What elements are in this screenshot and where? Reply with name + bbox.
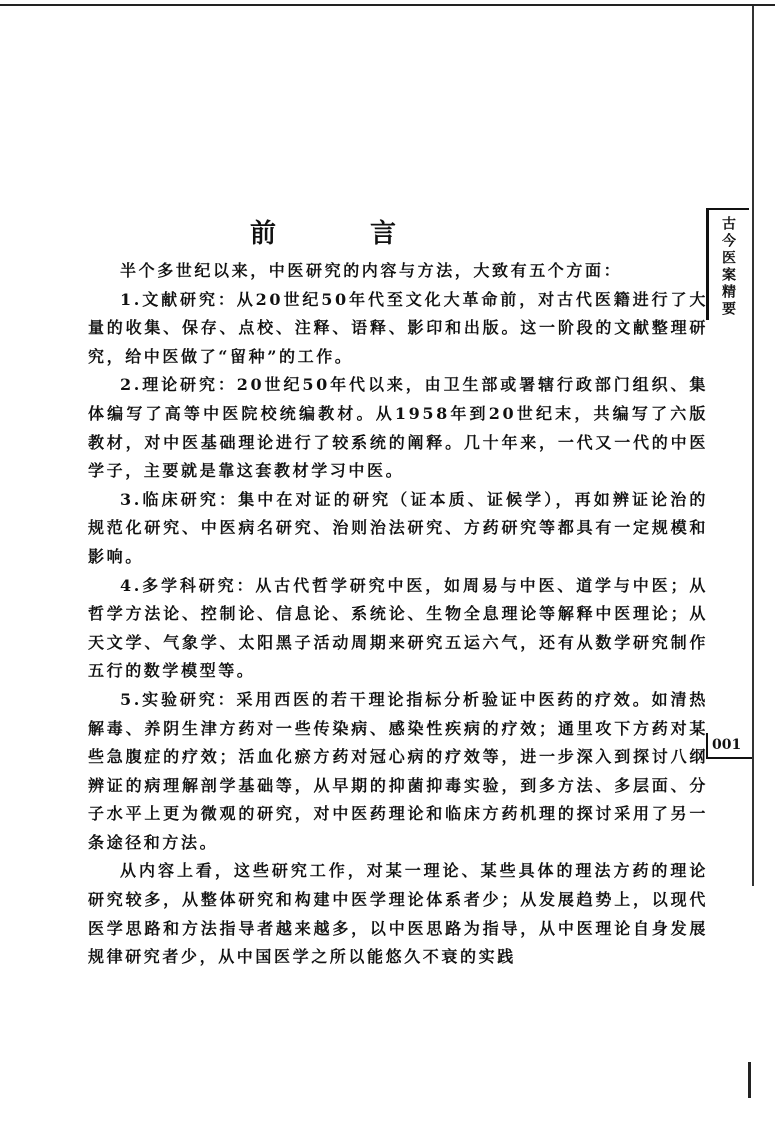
paragraph-4: 4.多学科研究：从古代哲学研究中医，如周易与中医、道学与中医；从哲学方法论、控制论、信息论、系统论、生物全息理论等解释中医理论；从天文学、气象学、太阳黑子活动周期来研究五运六气，还有从数学研究制作五行的数学模型等。 bbox=[88, 575, 708, 681]
paragraph-2: 2.理论研究：20世纪50年代以来，由卫生部或署辖行政部门组织、集体编写了高等中医院校统编教材。从1958年到20世纪末，共编写了六版教材，对中医基础理论进行了较系统的阐释。几十年来，一代又一代的中医学子，主要就是靠这套教材学习中医。 bbox=[88, 375, 708, 481]
side-tab-label: 古今医案精要 bbox=[720, 216, 736, 318]
side-tab bbox=[706, 208, 749, 320]
top-rule bbox=[0, 4, 775, 6]
page-number: 001 bbox=[706, 733, 752, 759]
page-title: 前 言 bbox=[249, 219, 430, 249]
scan-mark bbox=[748, 1062, 751, 1098]
paragraph-5: 5.实验研究：采用西医的若干理论指标分析验证中医药的疗效。如清热解毒、养阴生津方药对一些传染病、感染性疾病的疗效；通里攻下方药对某些急腹症的疗效；活血化瘀方药对冠心病的疗效等，进一步深入到探讨八纲辨证的病理解剖学基础等，从早期的抑菌抑毒实验，到多方法、多层面、分子水平上更为微观的研究，对中医药理论和临床方药机理的探讨采用了另一条途径和方法。 bbox=[88, 689, 708, 852]
body-text bbox=[88, 257, 708, 972]
margin-rule bbox=[752, 6, 754, 886]
paragraph-6: 从内容上看，这些研究工作，对某一理论、某些具体的理法方药的理论研究较多，从整体研究和构建中医学理论体系者少；从发展趋势上，以现代医学思路和方法指导者越来越多，以中医思路为指导，从中医理论自身发展规律研究者少，从中国医学之所以能悠久不衰的实践 bbox=[88, 861, 708, 967]
paragraph-3: 3.临床研究：集中在对证的研究（证本质、证候学），再如辨证论治的规范化研究、中医病名研究、治则治法研究、方药研究等都具有一定规模和影响。 bbox=[88, 489, 708, 566]
paragraph-intro: 半个多世纪以来，中医研究的内容与方法，大致有五个方面： bbox=[120, 261, 623, 280]
paragraph-1: 1.文献研究：从20世纪50年代至文化大革命前，对古代医籍进行了大量的收集、保存、点校、注释、语释、影印和出版。这一阶段的文献整理研究，给中医做了“留种”的工作。 bbox=[88, 289, 708, 366]
